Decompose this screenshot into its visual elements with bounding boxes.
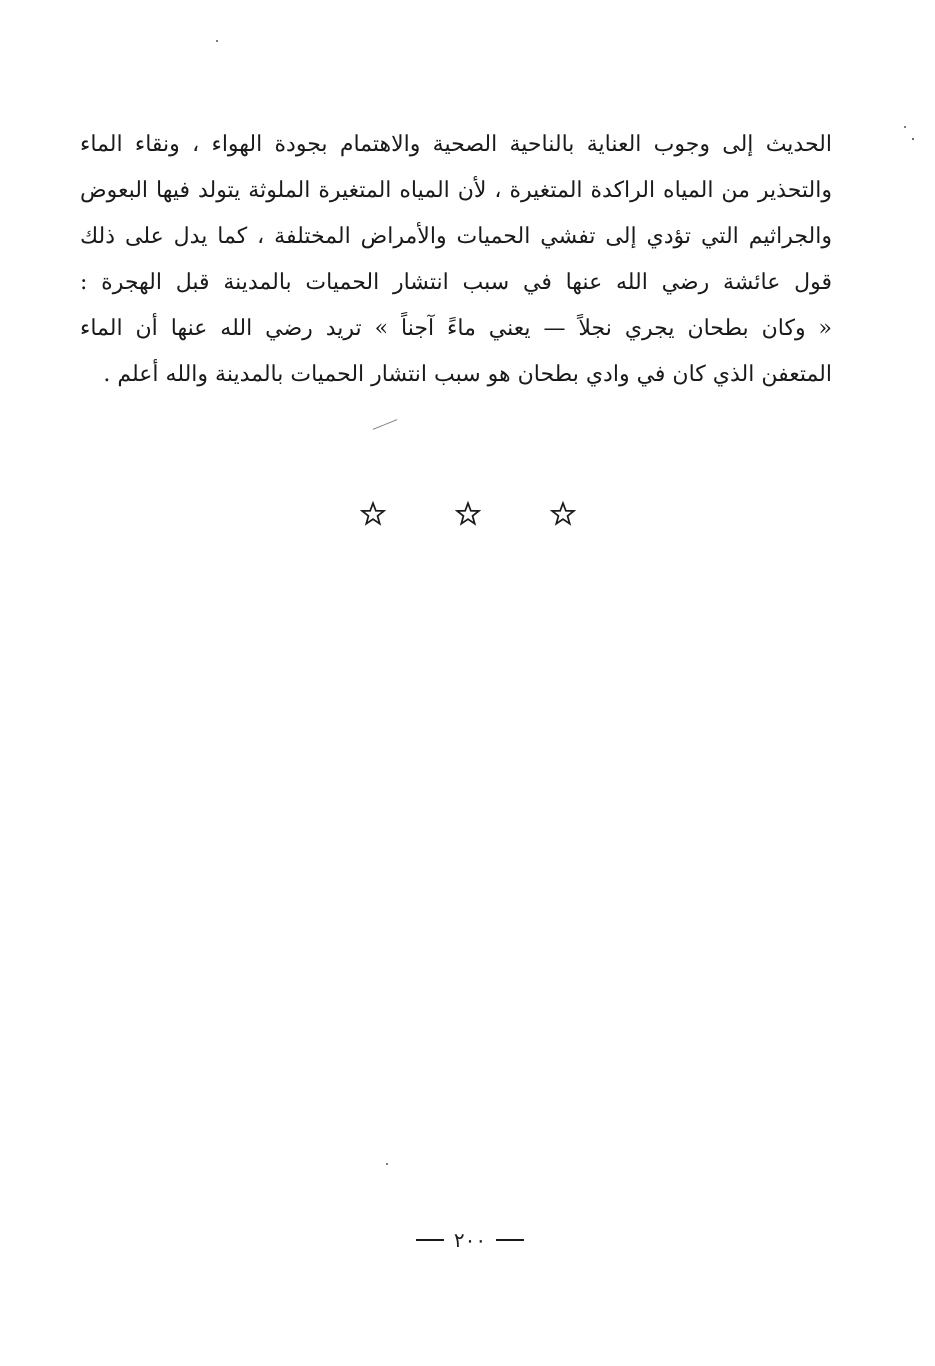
- scan-speck: [216, 40, 218, 42]
- text-line-2: والتحذير من المياه الراكدة المتغيرة ، لأن المياه المتغيرة الملوثة يتولد فيها البعوض: [80, 178, 832, 203]
- scan-speck: [373, 419, 397, 430]
- star-outline-icon: [360, 501, 386, 527]
- text-line-4: قول عائشة رضي الله عنها في سبب انتشار الحميات بالمدينة قبل الهجرة :: [80, 270, 832, 295]
- page-number-dash-right: [496, 1239, 524, 1241]
- scan-speck: [904, 126, 906, 128]
- star-outline-icon: [550, 501, 576, 527]
- text-line-3: والجراثيم التي تؤدي إلى تفشي الحميات والأمراض المختلفة ، كما يدل على ذلك: [80, 224, 832, 249]
- page-number: [380, 1222, 560, 1258]
- text-line-6: المتعفن الذي كان في وادي بطحان هو سبب انتشار الحميات بالمدينة والله أعلم .: [103, 362, 832, 387]
- page-number-dash-left: [416, 1239, 444, 1241]
- body-text: [80, 122, 832, 398]
- star-outline-icon: [455, 501, 481, 527]
- scan-speck: [912, 138, 914, 140]
- section-separator: [360, 494, 576, 534]
- scan-speck: [386, 1163, 388, 1165]
- page-number-value: ٢٠٠: [453, 1228, 487, 1252]
- text-line-1: الحديث إلى وجوب العناية بالناحية الصحية والاهتمام بجودة الهواء ، ونقاء الماء: [80, 132, 832, 157]
- text-line-5: « وكان بطحان يجري نجلاً — يعني ماءً آجناً » تريد رضي الله عنها أن الماء: [80, 316, 832, 341]
